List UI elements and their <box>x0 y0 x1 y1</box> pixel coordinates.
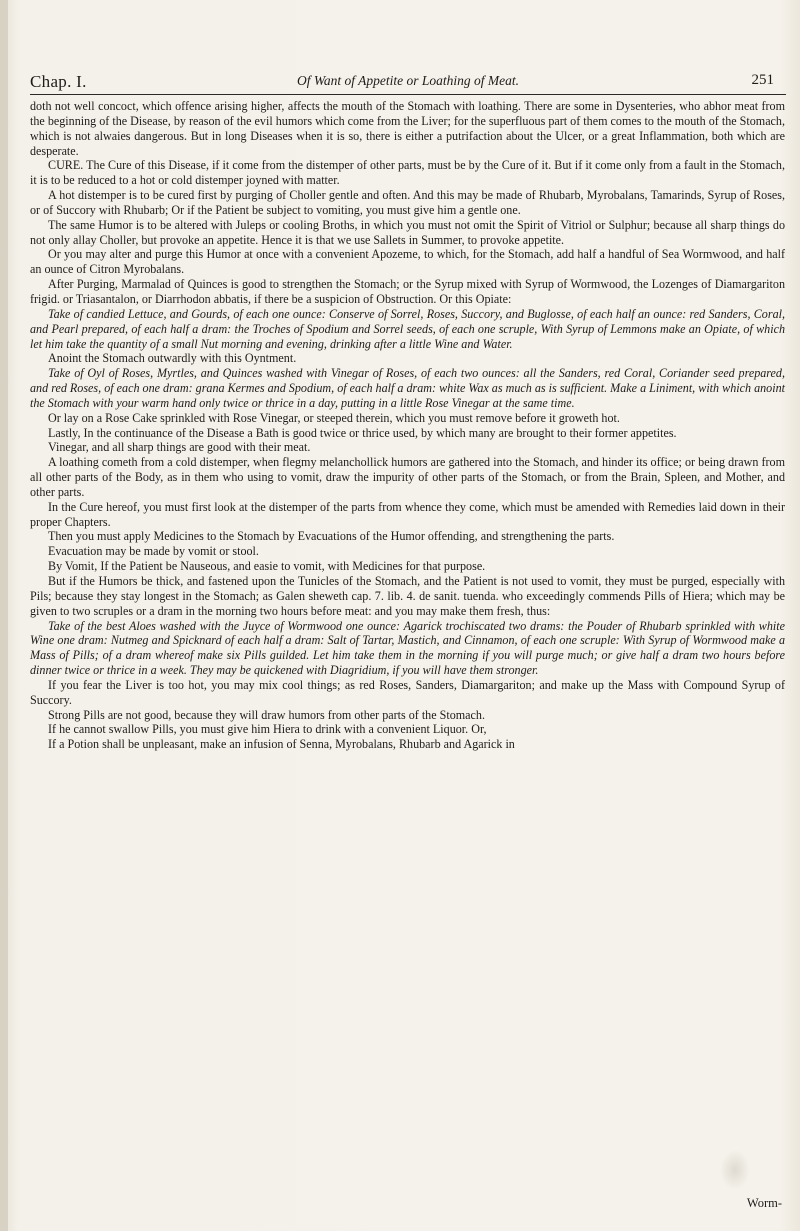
paragraph: By Vomit, If the Patient be Nauseous, and easie to vomit, with Medicines for that purpose. <box>48 559 486 574</box>
catchword: Worm- <box>746 1196 782 1210</box>
paragraph: The same Humor is to be altered with Juleps or cooling Broths, in which you must not omit the Spirit of Vitriol or Sulphur; because all sharp things do not only allay Choller, but provoke an appetite. Hence it is that we use Sallets in Summer, to provoke appetite. <box>30 217 785 247</box>
recipe-pills: Take of the best Aloes washed with the Juyce of Wormwood one ounce: Agarick trochiscated two drams: the Pouder of Rhubarb sprinkled with white Wine one dram: Nutmeg and Spicknard of each half a dram: Salt of Tartar, Mastich, and Cinnamon, of each one scruple: With Syrup of Wormwood make a Mass of Pills; of a dram whereof make six Pills guilded. Let him take them in the morning if you will purge much; or give half a dram two hours before dinner twice or thrice in a week. They may be quickened with Diagridium, if you will have them stronger. <box>30 618 785 678</box>
paragraph: Lastly, In the continuance of the Disease a Bath is good twice or thrice used, by which many are brought to their former appetites. <box>48 425 677 440</box>
paragraph: Then you must apply Medicines to the Stomach by Evacuations of the Humor offending, and strengthening the parts. <box>48 529 615 544</box>
paragraph: Or you may alter and purge this Humor at once with a convenient Apozeme, to which, for the Stomach, add half a handful of Sea Wormwood, and half an ounce of Citron Myrobalans. <box>30 247 785 277</box>
paragraph-cure: CURE. The Cure of this Disease, if it come from the distemper of other parts, must be by the Cure of it. But if it come only from a fault in the Stomach, it is to be reduced to a hot or cold distemper joyned with matter. <box>30 158 785 188</box>
recipe-oyntment: Take of Oyl of Roses, Myrtles, and Quinces washed with Vinegar of Roses, of each two ounces: all the Sanders, red Coral, Coriander seed prepared, and red Roses, of each one dram: grana Kermes and Spodium, of each half a dram: white Wax as much as is sufficient. Make a Liniment, with which anoint the Stomach with your warm hand only twice or thrice in a day, putting in a little Rose Vinegar at the same time. <box>30 366 785 410</box>
chapter-label: Chap. I. <box>30 72 87 91</box>
paragraph: Or lay on a Rose Cake sprinkled with Rose Vinegar, or steeped therein, which you must remove before it groweth hot. <box>48 410 620 425</box>
page-header <box>30 72 786 95</box>
running-title: Of Want of Appetite or Loathing of Meat. <box>297 73 519 88</box>
recipe-opiate: Take of candied Lettuce, and Gourds, of each one ounce: Conserve of Sorrel, Roses, Succory, and Buglosse, of each half an ounce: red Sanders, Coral, and Pearl prepared, of each half a dram: the Troches of Spodium and Sorrel seeds, of each one scruple, With Syrup of Lemmons make an Opiate, of which let him take the quantity of a small Nut morning and evening, drinking after a little Wine and Water. <box>30 306 785 351</box>
paper-stain <box>720 1150 750 1190</box>
paragraph: Evacuation may be made by vomit or stool. <box>48 544 259 559</box>
paragraph: If he cannot swallow Pills, you must give him Hiera to drink with a convenient Liquor. Or, <box>48 722 487 737</box>
paragraph: In the Cure hereof, you must first look at the distemper of the parts from whence they come, which must be amended with Remedies laid down in their proper Chapters. <box>30 499 785 529</box>
page-gutter <box>0 0 8 1231</box>
paragraph: But if the Humors be thick, and fastened upon the Tunicles of the Stomach, and the Patient is not used to vomit, they must be purged, especially with Pils; because they stay longest in the Stomach; as Galen sheweth cap. 7. lib. 4. de sanit. tuenda. who exceedingly commends Pills of Hiera; which may be given to two scruples or a dram in the morning two hours before meat: and you may make them fresh, thus: <box>30 574 785 618</box>
paragraph: After Purging, Marmalad of Quinces is good to strengthen the Stomach; or the Syrup mixed with Syrup of Wormwood, the Lozenges of Diamargariton frigid. or Triasantalon, or Diarrhodon abbatis, if there be a suspicion of Obstruction. Or this Opiate: <box>30 277 785 306</box>
paragraph: A hot distemper is to be cured first by purging of Choller gentle and often. And this may be made of Rhubarb, Myrobalans, Tamarinds, Syrup of Roses, or of Succory with Rhubarb; Or if the Patient be subject to vomiting, you must give him a gentle one. <box>30 188 785 217</box>
paragraph: doth not well concoct, which offence arising higher, affects the mouth of the Stomach with loathing. There are some in Dysenteries, who abhor meat from the beginning of the Disease, by reason of the evil humors which come from the Liver; for the superfluous part of them comes to the mouth of the Stomach, which is not alwaies dangerous. But in long Diseases when it is so, there is either a putrifaction about the Ulcer, or a great Inflammation, both which are desperate. <box>30 99 785 158</box>
paragraph: Strong Pills are not good, because they will draw humors from other parts of the Stomach. <box>48 707 485 722</box>
page-number: 251 <box>751 72 774 88</box>
paragraph: Vinegar, and all sharp things are good with their meat. <box>48 440 311 455</box>
paragraph: If you fear the Liver is too hot, you may mix cool things; as red Roses, Sanders, Diamargariton; and make up the Mass with Compound Syrup of Succory. <box>30 677 785 707</box>
paragraph: If a Potion shall be unpleasant, make an infusion of Senna, Myrobalans, Rhubarb and Agarick in <box>48 737 515 752</box>
paragraph: Anoint the Stomach outwardly with this Oyntment. <box>48 351 297 366</box>
body-text <box>30 99 785 752</box>
paragraph: A loathing cometh from a cold distemper, when flegmy melanchollick humors are gathered into the Stomach, and hinder its office; or being drawn from all other parts of the Body, as in them who using to vomit, draw the impurity of other parts of the Stomach, or from the Brain, Spleen, and Mother, and other parts. <box>30 455 785 499</box>
